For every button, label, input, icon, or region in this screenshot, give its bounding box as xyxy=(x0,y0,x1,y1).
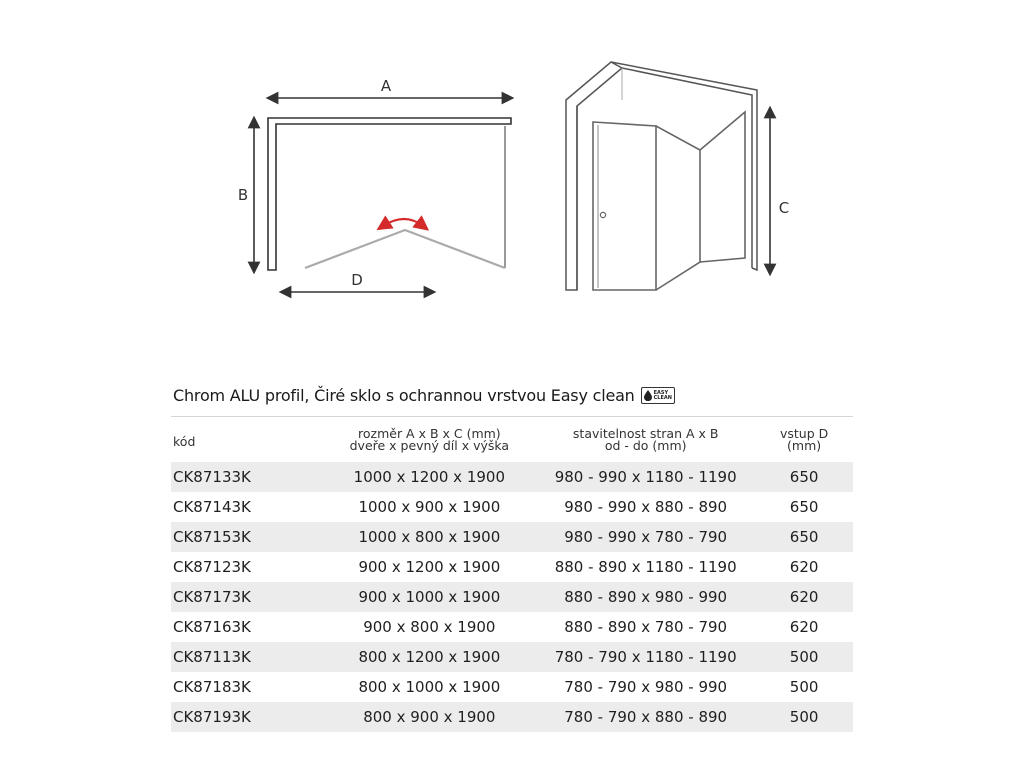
plan-view xyxy=(238,77,511,292)
header-entry-line2: (mm) xyxy=(787,437,822,453)
table-row xyxy=(171,522,853,552)
cell-code: CK87183K xyxy=(173,678,251,696)
product-title-row xyxy=(173,386,675,405)
cell-code: CK87193K xyxy=(171,702,323,732)
table-row xyxy=(171,552,853,582)
dimension-c-label: C xyxy=(778,199,790,217)
header-entry-line1: vstup D xyxy=(779,425,829,441)
table-header-row xyxy=(171,417,853,463)
header-code: kód xyxy=(171,417,323,463)
cell-adjust: 780 - 790 x 980 - 990 xyxy=(564,678,728,696)
cell-code: CK87173K xyxy=(171,582,323,612)
cell-size: 1000 x 800 x 1900 xyxy=(323,522,537,552)
cell-entry: 650 xyxy=(755,462,853,492)
table-row xyxy=(171,492,853,522)
table-row xyxy=(171,702,853,732)
easy-clean-icon-line2: CLEAN xyxy=(653,394,672,401)
cell-adjust: 780 - 790 x 880 - 890 xyxy=(536,702,755,732)
perspective-view xyxy=(566,62,789,290)
cell-adjust: 980 - 990 x 880 - 890 xyxy=(564,498,728,516)
cell-size: 800 x 1200 x 1900 xyxy=(323,642,537,672)
dimension-d-label: D xyxy=(351,271,363,289)
header-adjust-line2: od - do (mm) xyxy=(604,437,687,453)
cell-adjust: 980 - 990 x 780 - 790 xyxy=(536,522,755,552)
table-row xyxy=(171,612,853,642)
cell-adjust: 880 - 890 x 780 - 790 xyxy=(564,618,728,636)
cell-code: CK87113K xyxy=(171,642,323,672)
cell-size: 900 x 800 x 1900 xyxy=(363,618,496,636)
cell-adjust: 980 - 990 x 1180 - 1190 xyxy=(536,462,755,492)
back-wall xyxy=(622,68,752,268)
dimension-a-label: A xyxy=(380,77,392,95)
cell-adjust: 880 - 890 x 1180 - 1190 xyxy=(554,558,737,576)
cell-size: 1000 x 1200 x 1900 xyxy=(323,462,537,492)
plan-folding-door xyxy=(305,230,505,268)
table-row xyxy=(171,462,853,492)
table-row xyxy=(171,642,853,672)
left-wall xyxy=(566,62,622,290)
cell-entry: 620 xyxy=(789,558,819,576)
back-wall-outer xyxy=(611,62,757,270)
plan-wall xyxy=(268,118,511,270)
dimension-b-label: B xyxy=(237,186,249,204)
cell-code: CK87133K xyxy=(171,462,323,492)
water-drop-icon xyxy=(644,390,652,401)
cell-code: CK87163K xyxy=(173,618,251,636)
header-size-line2: dveře x pevný díl x výška xyxy=(349,437,510,453)
cell-entry: 500 xyxy=(755,642,853,672)
cell-code: CK87153K xyxy=(171,522,323,552)
product-title: Chrom ALU profil, Čiré sklo s ochrannou vrstvou Easy clean xyxy=(173,386,635,405)
cell-entry: 650 xyxy=(789,498,819,516)
shower-enclosure-diagram xyxy=(0,0,1024,360)
cell-entry: 650 xyxy=(755,522,853,552)
cell-size: 900 x 1200 x 1900 xyxy=(358,558,501,576)
cell-size: 800 x 900 x 1900 xyxy=(323,702,537,732)
cell-size: 800 x 1000 x 1900 xyxy=(358,678,501,696)
door-handle-icon xyxy=(600,212,605,217)
cell-entry: 620 xyxy=(755,582,853,612)
cell-adjust: 780 - 790 x 1180 - 1190 xyxy=(536,642,755,672)
cell-entry: 500 xyxy=(755,702,853,732)
cell-code: CK87123K xyxy=(173,558,251,576)
cell-adjust: 880 - 890 x 980 - 990 xyxy=(536,582,755,612)
header-size xyxy=(323,417,537,463)
product-spec-table xyxy=(171,416,853,732)
door-swing-arrow-icon xyxy=(383,219,423,226)
header-size-line1: rozměr A x B x C (mm) xyxy=(358,425,501,441)
cell-size: 1000 x 900 x 1900 xyxy=(358,498,501,516)
header-entry xyxy=(755,417,853,463)
cell-code: CK87143K xyxy=(173,498,251,516)
fixed-side-panel xyxy=(700,112,745,262)
header-adjustability xyxy=(536,417,755,463)
easy-clean-icon xyxy=(641,387,675,404)
easy-clean-icon-line1: EASY xyxy=(653,389,669,396)
table-row xyxy=(171,582,853,612)
table-row xyxy=(171,672,853,702)
cell-size: 900 x 1000 x 1900 xyxy=(323,582,537,612)
cell-entry: 620 xyxy=(789,618,819,636)
header-adjust-line1: stavitelnost stran A x B xyxy=(572,425,719,441)
cell-entry: 500 xyxy=(789,678,819,696)
door-panel xyxy=(593,122,656,290)
door-folding-wing xyxy=(656,126,700,290)
